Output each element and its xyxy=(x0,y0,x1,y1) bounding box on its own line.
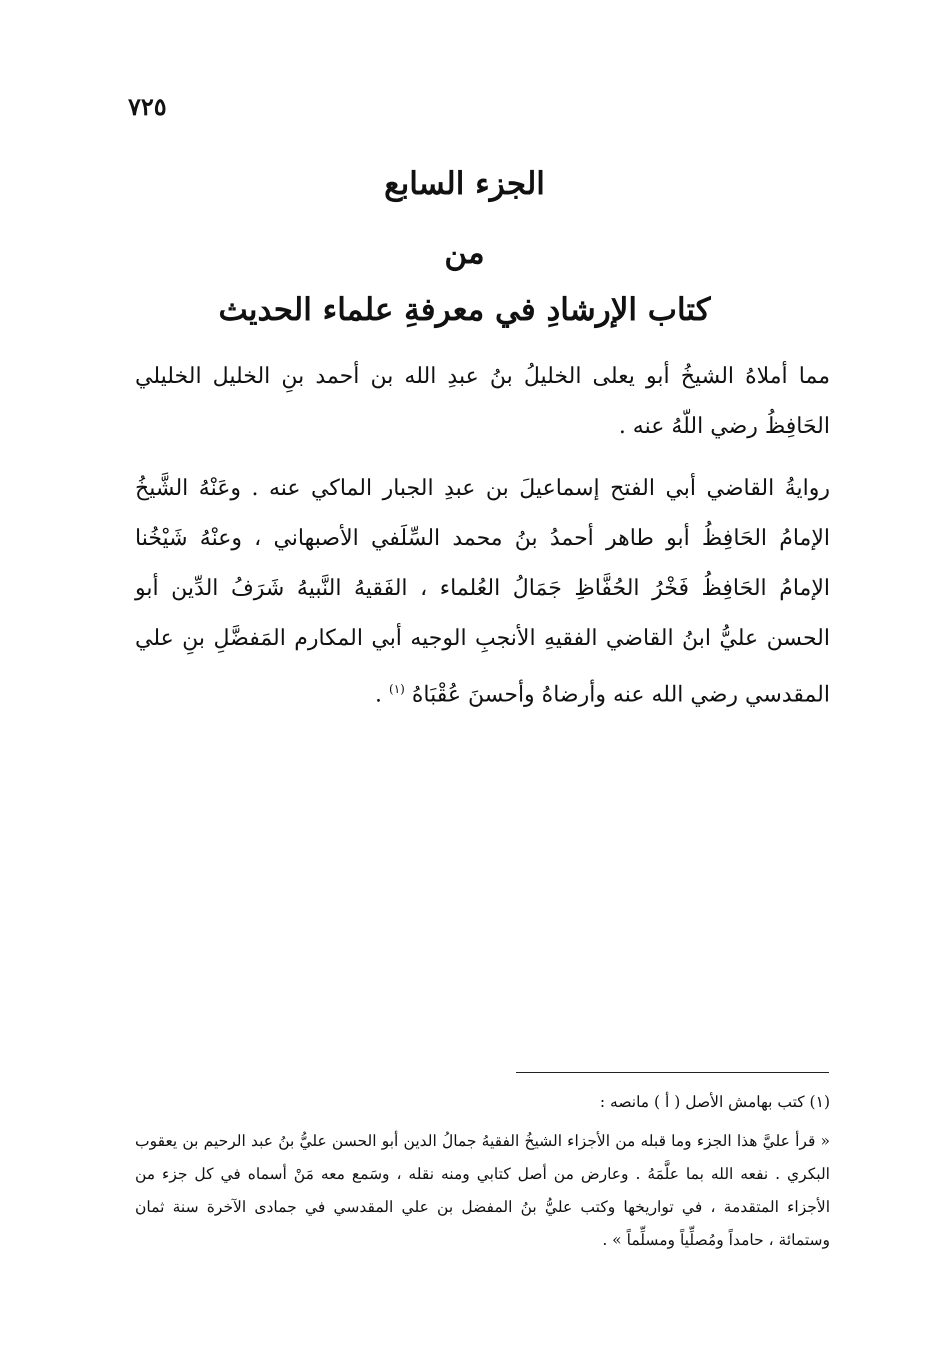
footnote-divider xyxy=(516,1072,829,1073)
part-title: الجزء السابع xyxy=(384,166,545,202)
book-title: كتاب الإرشادِ في معرفةِ علماء الحديث xyxy=(218,292,711,328)
footnote-reference: (١) xyxy=(389,682,405,696)
dictation-paragraph: مما أملاهُ الشيخُ أبو يعلى الخليلُ بنُ عبدِ الله بن أحمد بنِ الخليل الخليلي الحَافِظُ رضي اللّهُ عنه . xyxy=(135,364,830,439)
footnote-heading: (١) كتب بهامش الأصل ( أ ) مانصه : xyxy=(599,1093,830,1111)
part-title-connector: من xyxy=(444,235,485,271)
footnote-text: « قرأ عليَّ هذا الجزء وما قبله من الأجزاء الشيخُ الفقيهُ جمالُ الدين أبو الحسن عليُّ بنُ عبد الرحيم بن يعقوب البكري . نفعه الله بما علَّمَهُ . وعارض من أصل كتابي ومنه نقله ، وسَمع معه مَنْ أسماه في كل جزء من الأجزاء المتقدمة ، في تواريخها وكتب عليُّ بنُ المفضل بن علي المقدسي في جمادى الآخرة سنة ثمان وستمائة ، حامداً ومُصلِّياً ومسلِّماً » . xyxy=(135,1132,830,1249)
transmission-paragraph xyxy=(135,464,830,720)
page-number: ٧٢٥ xyxy=(128,92,167,121)
transmission-text: روايةُ القاضي أبي الفتح إسماعيلَ بن عبدِ الجبار الماكي عنه . وعَنْهُ الشَّيخُ الإمامُ الحَافِظُ أبو طاهر أحمدُ بنُ محمد السِّلَفي الأصبهاني ، وعنْهُ شَيْخُنا الإمامُ الحَافِظُ فَخْرُ الحُفَّاظِ جَمَالُ العُلماء ، الفَقيهُ النَّبيهُ شَرَفُ الدِّين أبو الحسن عليُّ ابنُ القاضي الفقيهِ الأنجبِ الوجيه أبي المكارم المَفضَّلِ بنِ علي المقدسي رضي الله عنه وأرضاهُ وأحسنَ عُقْبَاهُ xyxy=(135,476,830,708)
transmission-end: . xyxy=(375,682,390,708)
